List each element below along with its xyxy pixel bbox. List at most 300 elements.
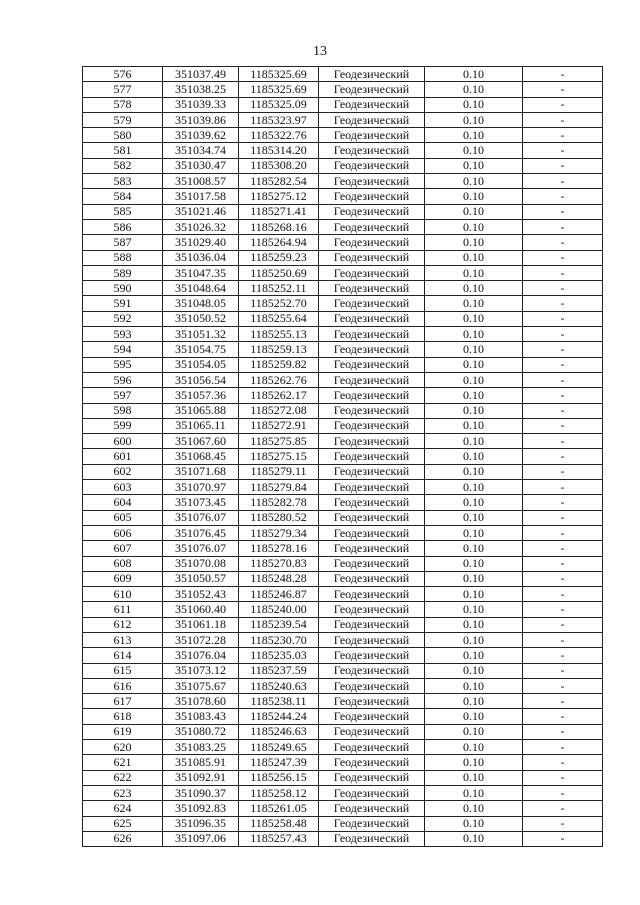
note-cell: - <box>523 372 603 387</box>
x-coordinate-cell: 351070.97 <box>163 480 239 495</box>
x-coordinate-cell: 351076.07 <box>163 541 239 556</box>
accuracy-cell: 0.10 <box>425 250 523 265</box>
point-number-cell: 622 <box>83 770 163 785</box>
y-coordinate-cell: 1185258.12 <box>239 785 319 800</box>
table-row <box>83 602 603 617</box>
x-coordinate-cell: 351080.72 <box>163 724 239 739</box>
x-coordinate-cell: 351072.28 <box>163 632 239 647</box>
method-cell: Геодезический <box>319 724 425 739</box>
method-cell: Геодезический <box>319 709 425 724</box>
table-row <box>83 204 603 219</box>
accuracy-cell: 0.10 <box>425 67 523 82</box>
x-coordinate-cell: 351039.86 <box>163 112 239 127</box>
accuracy-cell: 0.10 <box>425 678 523 693</box>
accuracy-cell: 0.10 <box>425 372 523 387</box>
accuracy-cell: 0.10 <box>425 449 523 464</box>
coordinates-table-body <box>83 67 603 847</box>
method-cell: Геодезический <box>319 204 425 219</box>
method-cell: Геодезический <box>319 418 425 433</box>
y-coordinate-cell: 1185230.70 <box>239 632 319 647</box>
note-cell: - <box>523 678 603 693</box>
table-row <box>83 311 603 326</box>
accuracy-cell: 0.10 <box>425 434 523 449</box>
accuracy-cell: 0.10 <box>425 541 523 556</box>
note-cell: - <box>523 342 603 357</box>
method-cell: Геодезический <box>319 632 425 647</box>
x-coordinate-cell: 351071.68 <box>163 464 239 479</box>
table-row <box>83 403 603 418</box>
table-row <box>83 281 603 296</box>
accuracy-cell: 0.10 <box>425 770 523 785</box>
accuracy-cell: 0.10 <box>425 816 523 831</box>
note-cell: - <box>523 265 603 280</box>
point-number-cell: 612 <box>83 617 163 632</box>
point-number-cell: 591 <box>83 296 163 311</box>
table-row <box>83 785 603 800</box>
y-coordinate-cell: 1185323.97 <box>239 112 319 127</box>
table-row <box>83 556 603 571</box>
method-cell: Геодезический <box>319 128 425 143</box>
point-number-cell: 600 <box>83 434 163 449</box>
note-cell: - <box>523 434 603 449</box>
point-number-cell: 593 <box>83 327 163 342</box>
note-cell: - <box>523 250 603 265</box>
accuracy-cell: 0.10 <box>425 464 523 479</box>
point-number-cell: 621 <box>83 755 163 770</box>
method-cell: Геодезический <box>319 801 425 816</box>
table-row <box>83 174 603 189</box>
y-coordinate-cell: 1185314.20 <box>239 143 319 158</box>
note-cell: - <box>523 510 603 525</box>
table-row <box>83 495 603 510</box>
note-cell: - <box>523 327 603 342</box>
x-coordinate-cell: 351017.58 <box>163 189 239 204</box>
y-coordinate-cell: 1185238.11 <box>239 694 319 709</box>
y-coordinate-cell: 1185325.69 <box>239 82 319 97</box>
x-coordinate-cell: 351026.32 <box>163 219 239 234</box>
point-number-cell: 579 <box>83 112 163 127</box>
point-number-cell: 609 <box>83 571 163 586</box>
table-row <box>83 235 603 250</box>
method-cell: Геодезический <box>319 158 425 173</box>
table-row <box>83 296 603 311</box>
point-number-cell: 590 <box>83 281 163 296</box>
accuracy-cell: 0.10 <box>425 327 523 342</box>
note-cell: - <box>523 464 603 479</box>
note-cell: - <box>523 97 603 112</box>
accuracy-cell: 0.10 <box>425 311 523 326</box>
y-coordinate-cell: 1185259.82 <box>239 357 319 372</box>
y-coordinate-cell: 1185272.91 <box>239 418 319 433</box>
method-cell: Геодезический <box>319 816 425 831</box>
y-coordinate-cell: 1185325.09 <box>239 97 319 112</box>
table-row <box>83 357 603 372</box>
y-coordinate-cell: 1185275.85 <box>239 434 319 449</box>
note-cell: - <box>523 296 603 311</box>
method-cell: Геодезический <box>319 250 425 265</box>
x-coordinate-cell: 351097.06 <box>163 831 239 846</box>
table-row <box>83 801 603 816</box>
accuracy-cell: 0.10 <box>425 265 523 280</box>
x-coordinate-cell: 351048.05 <box>163 296 239 311</box>
point-number-cell: 576 <box>83 67 163 82</box>
note-cell: - <box>523 219 603 234</box>
note-cell: - <box>523 143 603 158</box>
x-coordinate-cell: 351065.11 <box>163 418 239 433</box>
note-cell: - <box>523 587 603 602</box>
y-coordinate-cell: 1185255.13 <box>239 327 319 342</box>
x-coordinate-cell: 351034.74 <box>163 143 239 158</box>
table-row <box>83 648 603 663</box>
y-coordinate-cell: 1185250.69 <box>239 265 319 280</box>
y-coordinate-cell: 1185239.54 <box>239 617 319 632</box>
y-coordinate-cell: 1185248.28 <box>239 571 319 586</box>
x-coordinate-cell: 351054.75 <box>163 342 239 357</box>
table-row <box>83 663 603 678</box>
accuracy-cell: 0.10 <box>425 587 523 602</box>
table-row <box>83 755 603 770</box>
method-cell: Геодезический <box>319 571 425 586</box>
method-cell: Геодезический <box>319 82 425 97</box>
method-cell: Геодезический <box>319 617 425 632</box>
y-coordinate-cell: 1185275.12 <box>239 189 319 204</box>
accuracy-cell: 0.10 <box>425 740 523 755</box>
x-coordinate-cell: 351070.08 <box>163 556 239 571</box>
note-cell: - <box>523 648 603 663</box>
table-row <box>83 372 603 387</box>
accuracy-cell: 0.10 <box>425 694 523 709</box>
method-cell: Геодезический <box>319 327 425 342</box>
table-row <box>83 265 603 280</box>
note-cell: - <box>523 112 603 127</box>
method-cell: Геодезический <box>319 296 425 311</box>
method-cell: Геодезический <box>319 403 425 418</box>
method-cell: Геодезический <box>319 648 425 663</box>
x-coordinate-cell: 351092.91 <box>163 770 239 785</box>
note-cell: - <box>523 831 603 846</box>
y-coordinate-cell: 1185256.15 <box>239 770 319 785</box>
method-cell: Геодезический <box>319 281 425 296</box>
method-cell: Геодезический <box>319 97 425 112</box>
y-coordinate-cell: 1185244.24 <box>239 709 319 724</box>
accuracy-cell: 0.10 <box>425 174 523 189</box>
method-cell: Геодезический <box>319 464 425 479</box>
point-number-cell: 589 <box>83 265 163 280</box>
x-coordinate-cell: 351029.40 <box>163 235 239 250</box>
x-coordinate-cell: 351085.91 <box>163 755 239 770</box>
y-coordinate-cell: 1185279.34 <box>239 525 319 540</box>
accuracy-cell: 0.10 <box>425 831 523 846</box>
x-coordinate-cell: 351039.62 <box>163 128 239 143</box>
table-row <box>83 143 603 158</box>
table-row <box>83 632 603 647</box>
point-number-cell: 625 <box>83 816 163 831</box>
point-number-cell: 608 <box>83 556 163 571</box>
table-row <box>83 510 603 525</box>
x-coordinate-cell: 351083.43 <box>163 709 239 724</box>
point-number-cell: 614 <box>83 648 163 663</box>
point-number-cell: 626 <box>83 831 163 846</box>
point-number-cell: 583 <box>83 174 163 189</box>
point-number-cell: 586 <box>83 219 163 234</box>
accuracy-cell: 0.10 <box>425 755 523 770</box>
x-coordinate-cell: 351039.33 <box>163 97 239 112</box>
point-number-cell: 582 <box>83 158 163 173</box>
point-number-cell: 584 <box>83 189 163 204</box>
x-coordinate-cell: 351096.35 <box>163 816 239 831</box>
method-cell: Геодезический <box>319 235 425 250</box>
table-row <box>83 816 603 831</box>
x-coordinate-cell: 351054.05 <box>163 357 239 372</box>
note-cell: - <box>523 801 603 816</box>
x-coordinate-cell: 351083.25 <box>163 740 239 755</box>
y-coordinate-cell: 1185282.78 <box>239 495 319 510</box>
y-coordinate-cell: 1185240.00 <box>239 602 319 617</box>
table-row <box>83 541 603 556</box>
x-coordinate-cell: 351057.36 <box>163 388 239 403</box>
x-coordinate-cell: 351021.46 <box>163 204 239 219</box>
table-row <box>83 327 603 342</box>
y-coordinate-cell: 1185246.87 <box>239 587 319 602</box>
point-number-cell: 613 <box>83 632 163 647</box>
x-coordinate-cell: 351075.67 <box>163 678 239 693</box>
y-coordinate-cell: 1185259.23 <box>239 250 319 265</box>
point-number-cell: 580 <box>83 128 163 143</box>
note-cell: - <box>523 204 603 219</box>
note-cell: - <box>523 617 603 632</box>
method-cell: Геодезический <box>319 602 425 617</box>
note-cell: - <box>523 67 603 82</box>
point-number-cell: 618 <box>83 709 163 724</box>
accuracy-cell: 0.10 <box>425 204 523 219</box>
y-coordinate-cell: 1185264.94 <box>239 235 319 250</box>
x-coordinate-cell: 351067.60 <box>163 434 239 449</box>
accuracy-cell: 0.10 <box>425 648 523 663</box>
y-coordinate-cell: 1185279.11 <box>239 464 319 479</box>
x-coordinate-cell: 351030.47 <box>163 158 239 173</box>
accuracy-cell: 0.10 <box>425 724 523 739</box>
x-coordinate-cell: 351051.32 <box>163 327 239 342</box>
method-cell: Геодезический <box>319 480 425 495</box>
point-number-cell: 581 <box>83 143 163 158</box>
note-cell: - <box>523 388 603 403</box>
method-cell: Геодезический <box>319 495 425 510</box>
method-cell: Геодезический <box>319 112 425 127</box>
y-coordinate-cell: 1185252.11 <box>239 281 319 296</box>
accuracy-cell: 0.10 <box>425 571 523 586</box>
x-coordinate-cell: 351056.54 <box>163 372 239 387</box>
note-cell: - <box>523 480 603 495</box>
x-coordinate-cell: 351008.57 <box>163 174 239 189</box>
method-cell: Геодезический <box>319 740 425 755</box>
point-number-cell: 615 <box>83 663 163 678</box>
table-row <box>83 617 603 632</box>
point-number-cell: 602 <box>83 464 163 479</box>
table-row <box>83 189 603 204</box>
y-coordinate-cell: 1185255.64 <box>239 311 319 326</box>
point-number-cell: 601 <box>83 449 163 464</box>
note-cell: - <box>523 281 603 296</box>
note-cell: - <box>523 235 603 250</box>
point-number-cell: 577 <box>83 82 163 97</box>
point-number-cell: 624 <box>83 801 163 816</box>
y-coordinate-cell: 1185262.17 <box>239 388 319 403</box>
accuracy-cell: 0.10 <box>425 388 523 403</box>
accuracy-cell: 0.10 <box>425 158 523 173</box>
method-cell: Геодезический <box>319 67 425 82</box>
accuracy-cell: 0.10 <box>425 342 523 357</box>
y-coordinate-cell: 1185259.13 <box>239 342 319 357</box>
method-cell: Геодезический <box>319 189 425 204</box>
accuracy-cell: 0.10 <box>425 296 523 311</box>
x-coordinate-cell: 351047.35 <box>163 265 239 280</box>
method-cell: Геодезический <box>319 388 425 403</box>
note-cell: - <box>523 189 603 204</box>
table-row <box>83 525 603 540</box>
point-number-cell: 610 <box>83 587 163 602</box>
point-number-cell: 599 <box>83 418 163 433</box>
point-number-cell: 588 <box>83 250 163 265</box>
point-number-cell: 620 <box>83 740 163 755</box>
accuracy-cell: 0.10 <box>425 403 523 418</box>
accuracy-cell: 0.10 <box>425 663 523 678</box>
accuracy-cell: 0.10 <box>425 357 523 372</box>
y-coordinate-cell: 1185261.05 <box>239 801 319 816</box>
y-coordinate-cell: 1185280.52 <box>239 510 319 525</box>
note-cell: - <box>523 755 603 770</box>
table-row <box>83 449 603 464</box>
x-coordinate-cell: 351060.40 <box>163 602 239 617</box>
note-cell: - <box>523 694 603 709</box>
accuracy-cell: 0.10 <box>425 602 523 617</box>
method-cell: Геодезический <box>319 265 425 280</box>
note-cell: - <box>523 311 603 326</box>
accuracy-cell: 0.10 <box>425 709 523 724</box>
x-coordinate-cell: 351061.18 <box>163 617 239 632</box>
y-coordinate-cell: 1185270.83 <box>239 556 319 571</box>
x-coordinate-cell: 351073.45 <box>163 495 239 510</box>
x-coordinate-cell: 351050.52 <box>163 311 239 326</box>
accuracy-cell: 0.10 <box>425 617 523 632</box>
y-coordinate-cell: 1185240.63 <box>239 678 319 693</box>
x-coordinate-cell: 351076.45 <box>163 525 239 540</box>
note-cell: - <box>523 770 603 785</box>
x-coordinate-cell: 351038.25 <box>163 82 239 97</box>
method-cell: Геодезический <box>319 770 425 785</box>
note-cell: - <box>523 403 603 418</box>
y-coordinate-cell: 1185258.48 <box>239 816 319 831</box>
y-coordinate-cell: 1185278.16 <box>239 541 319 556</box>
accuracy-cell: 0.10 <box>425 112 523 127</box>
method-cell: Геодезический <box>319 694 425 709</box>
point-number-cell: 598 <box>83 403 163 418</box>
point-number-cell: 596 <box>83 372 163 387</box>
accuracy-cell: 0.10 <box>425 525 523 540</box>
method-cell: Геодезический <box>319 510 425 525</box>
y-coordinate-cell: 1185237.59 <box>239 663 319 678</box>
method-cell: Геодезический <box>319 525 425 540</box>
method-cell: Геодезический <box>319 678 425 693</box>
x-coordinate-cell: 351076.07 <box>163 510 239 525</box>
y-coordinate-cell: 1185282.54 <box>239 174 319 189</box>
x-coordinate-cell: 351078.60 <box>163 694 239 709</box>
note-cell: - <box>523 128 603 143</box>
accuracy-cell: 0.10 <box>425 235 523 250</box>
table-row <box>83 434 603 449</box>
note-cell: - <box>523 602 603 617</box>
table-row <box>83 678 603 693</box>
method-cell: Геодезический <box>319 311 425 326</box>
x-coordinate-cell: 351092.83 <box>163 801 239 816</box>
accuracy-cell: 0.10 <box>425 143 523 158</box>
method-cell: Геодезический <box>319 357 425 372</box>
note-cell: - <box>523 525 603 540</box>
method-cell: Геодезический <box>319 434 425 449</box>
accuracy-cell: 0.10 <box>425 418 523 433</box>
note-cell: - <box>523 174 603 189</box>
point-number-cell: 597 <box>83 388 163 403</box>
table-row <box>83 709 603 724</box>
note-cell: - <box>523 571 603 586</box>
y-coordinate-cell: 1185308.20 <box>239 158 319 173</box>
table-row <box>83 158 603 173</box>
table-row <box>83 587 603 602</box>
table-row <box>83 388 603 403</box>
x-coordinate-cell: 351048.64 <box>163 281 239 296</box>
accuracy-cell: 0.10 <box>425 785 523 800</box>
accuracy-cell: 0.10 <box>425 556 523 571</box>
x-coordinate-cell: 351037.49 <box>163 67 239 82</box>
table-row <box>83 82 603 97</box>
table-row <box>83 250 603 265</box>
y-coordinate-cell: 1185249.65 <box>239 740 319 755</box>
method-cell: Геодезический <box>319 663 425 678</box>
point-number-cell: 595 <box>83 357 163 372</box>
note-cell: - <box>523 357 603 372</box>
table-row <box>83 740 603 755</box>
x-coordinate-cell: 351050.57 <box>163 571 239 586</box>
x-coordinate-cell: 351065.88 <box>163 403 239 418</box>
table-row <box>83 67 603 82</box>
point-number-cell: 605 <box>83 510 163 525</box>
note-cell: - <box>523 709 603 724</box>
accuracy-cell: 0.10 <box>425 189 523 204</box>
y-coordinate-cell: 1185262.76 <box>239 372 319 387</box>
point-number-cell: 606 <box>83 525 163 540</box>
x-coordinate-cell: 351036.04 <box>163 250 239 265</box>
point-number-cell: 585 <box>83 204 163 219</box>
y-coordinate-cell: 1185235.03 <box>239 648 319 663</box>
table-row <box>83 831 603 846</box>
y-coordinate-cell: 1185268.16 <box>239 219 319 234</box>
table-row <box>83 464 603 479</box>
method-cell: Геодезический <box>319 342 425 357</box>
table-row <box>83 418 603 433</box>
accuracy-cell: 0.10 <box>425 281 523 296</box>
note-cell: - <box>523 418 603 433</box>
note-cell: - <box>523 724 603 739</box>
accuracy-cell: 0.10 <box>425 82 523 97</box>
table-row <box>83 112 603 127</box>
y-coordinate-cell: 1185275.15 <box>239 449 319 464</box>
point-number-cell: 617 <box>83 694 163 709</box>
method-cell: Геодезический <box>319 174 425 189</box>
x-coordinate-cell: 351052.43 <box>163 587 239 602</box>
y-coordinate-cell: 1185322.76 <box>239 128 319 143</box>
note-cell: - <box>523 740 603 755</box>
table-row <box>83 342 603 357</box>
note-cell: - <box>523 663 603 678</box>
